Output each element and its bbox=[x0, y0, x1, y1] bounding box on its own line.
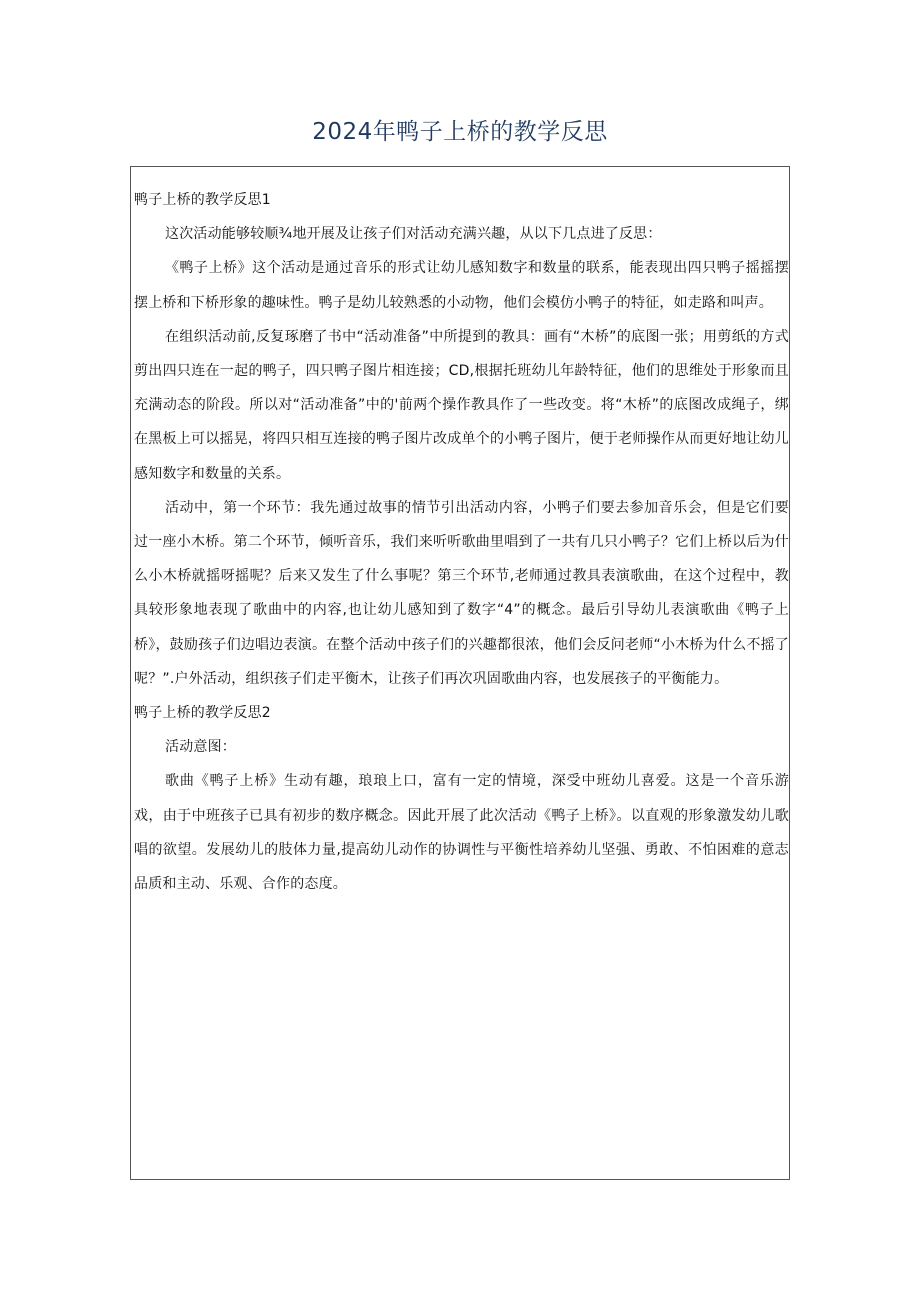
document-body bbox=[134, 183, 789, 901]
paragraph: 歌曲《鸭子上桥》生动有趣，琅琅上口，富有一定的情境，深受中班幼儿喜爱。这是一个音乐游戏，由于中班孩子已具有初步的数序概念。因此开展了此次活动《鸭子上桥》。以直观的形象激发幼儿歌唱的欲望。发展幼儿的肢体力量,提高幼儿动作的协调性与平衡性培养幼儿坚强、勇敢、不怕困难的意志品质和主动、乐观、合作的态度。 bbox=[134, 773, 789, 893]
paragraph: 在组织活动前,反复琢磨了书中“活动准备”中所提到的教具：画有“木桥”的底图一张；用剪纸的方式剪出四只连在一起的鸭子，四只鸭子图片相连接；CD,根据托班幼儿年龄特征，他们的思维处于形象而且充满动态的阶段。所以对“活动准备”中的'前两个操作教具作了一些改变。将“木桥”的底图改成绳子，绑在黑板上可以摇晃，将四只相互连接的鸭子图片改成单个的小鸭子图片，便于老师操作从而更好地让幼儿感知数字和数量的关系。 bbox=[134, 328, 789, 482]
section-heading: 鸭子上桥的教学反思2 bbox=[134, 705, 271, 722]
content-frame bbox=[130, 166, 790, 1180]
paragraph: 活动中，第一个环节：我先通过故事的情节引出活动内容，小鸭子们要去参加音乐会，但是它们要过一座小木桥。第二个环节，倾听音乐，我们来听听歌曲里唱到了一共有几只小鸭子？它们上桥以后为什么小木桥就摇呀摇呢？后来又发生了什么事呢？第三个环节,老师通过教具表演歌曲，在这个过程中，教具较形象地表现了歌曲中的内容,也让幼儿感知到了数字“4”的概念。最后引导幼儿表演歌曲《鸭子上桥》，鼓励孩子们边唱边表演。在整个活动中孩子们的兴趣都很浓，他们会反问老师“小木桥为什么不摇了呢？”.户外活动，组织孩子们走平衡木，让孩子们再次巩固歌曲内容，也发展孩子的平衡能力。 bbox=[134, 499, 789, 687]
document-title: 2024年鸭子上桥的教学反思 bbox=[312, 119, 608, 145]
paragraph: 活动意图： bbox=[165, 739, 236, 756]
section-heading: 鸭子上桥的教学反思1 bbox=[134, 192, 271, 208]
paragraph: 这次活动能够较顺¾地开展及让孩子们对活动充满兴趣，从以下几点进了反思： bbox=[165, 226, 662, 243]
paragraph: 《鸭子上桥》这个活动是通过音乐的形式让幼儿感知数字和数量的联系，能表现出四只鸭子摇摇摆摆上桥和下桥形象的趣味性。鸭子是幼儿较熟悉的小动物，他们会模仿小鸭子的特征，如走路和叫声。 bbox=[134, 260, 789, 311]
